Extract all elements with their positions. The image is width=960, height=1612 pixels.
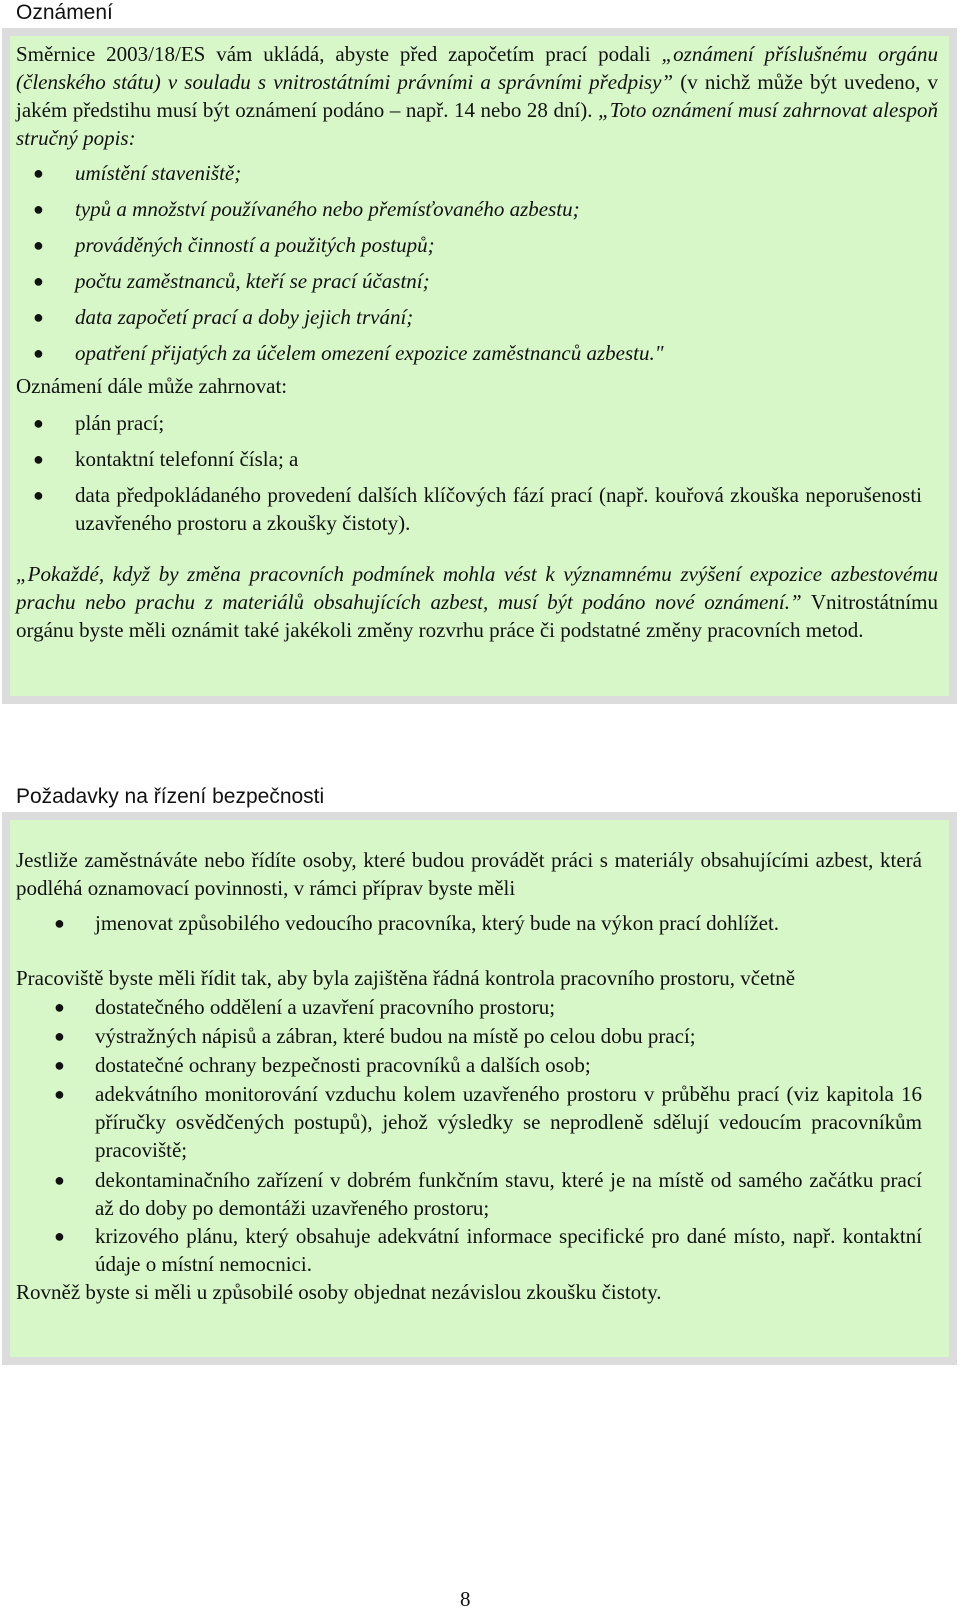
p3-a: „Pokaždé, když by změna pracovních podmínek mohla vést k významnému zvýšení expozice azbestovému prachu nebo prachu z materiálů obsahujících azbest, musí být podáno nové oznámení.” <box>16 562 938 614</box>
bullet-icon: ● <box>33 235 44 255</box>
bullet-icon: ● <box>33 271 44 291</box>
notification-paragraph-1 <box>16 40 938 152</box>
p1-b: „oznámení příslušnému orgánu (členského státu) v souladu s vnitrostátními právními a správními předpisy” <box>16 42 938 94</box>
bullet-icon: ● <box>33 343 44 363</box>
bullet-icon: ● <box>54 913 65 933</box>
bullet-icon: ● <box>33 199 44 219</box>
bullet-icon: ● <box>54 1170 65 1190</box>
list-item: kontaktní telefonní čísla; a <box>75 447 299 471</box>
list-item: typů a množství používaného nebo přemísťovaného azbestu; <box>75 197 580 221</box>
list-item: plán prací; <box>75 411 165 435</box>
list-item: dostatečné ochrany bezpečnosti pracovníků a dalších osob; <box>95 1053 591 1077</box>
list-item: výstražných nápisů a zábran, které budou na místě po celou dobu prací; <box>95 1024 696 1048</box>
bullet-icon: ● <box>33 413 44 433</box>
p1-c: (v nichž může být uvedeno, v jakém předstihu musí být oznámení podáno – např. 14 nebo 28 dní). <box>16 70 938 122</box>
bullet-icon: ● <box>54 997 65 1017</box>
bullet-icon: ● <box>54 1055 65 1075</box>
list-item: dekontaminačního zařízení v dobrém funkčním stavu, které je na místě od samého začátku prací až do doby po demontáži uzavřeného prostoru; <box>95 1168 922 1220</box>
list-item: jmenovat způsobilého vedoucího pracovníka, který bude na výkon prací dohlížet. <box>95 911 780 935</box>
safety-paragraph-3: Rovněž byste si měli u způsobilé osoby objednat nezávislou zkoušku čistoty. <box>16 1280 662 1304</box>
list-item: krizového plánu, který obsahuje adekvátní informace specifické pro dané místo, např. kontaktní údaje o místní nemocnici. <box>95 1224 922 1276</box>
bullet-icon: ● <box>33 163 44 183</box>
bullet-icon: ● <box>54 1084 65 1104</box>
bullet-icon: ● <box>33 485 44 505</box>
list-item: opatření přijatých za účelem omezení expozice zaměstnanců azbestu." <box>75 341 664 365</box>
list-item: umístění staveniště; <box>75 161 242 185</box>
notification-paragraph-2: Oznámení dále může zahrnovat: <box>16 374 288 398</box>
p1-a: Směrnice 2003/18/ES vám ukládá, abyste před započetím prací podali <box>16 42 662 66</box>
list-item: počtu zaměstnanců, kteří se prací účastní; <box>75 269 430 293</box>
notification-heading: Oznámení <box>16 1 113 24</box>
p3-b: Vnitrostátnímu orgánu byste měli oznámit také jakékoli změny rozvrhu práce či podstatné změny pracovních metod. <box>16 590 938 642</box>
page-number: 8 <box>460 1587 471 1611</box>
safety-heading: Požadavky na řízení bezpečnosti <box>16 785 325 808</box>
bullet-icon: ● <box>33 449 44 469</box>
list-item: data předpokládaného provedení dalších klíčových fází prací (např. kouřová zkouška neporušenosti uzavřeného prostoru a zkoušky čistoty). <box>75 483 922 535</box>
list-item: dostatečného oddělení a uzavření pracovního prostoru; <box>95 995 556 1019</box>
safety-paragraph-1: Jestliže zaměstnáváte nebo řídíte osoby, které budou provádět práci s materiály obsahujícími azbest, která podléhá oznamovací povinnosti, v rámci příprav byste měli <box>16 848 922 900</box>
list-item: prováděných činností a použitých postupů; <box>75 233 435 257</box>
bullet-icon: ● <box>54 1226 65 1246</box>
p1-d: „Toto oznámení musí zahrnovat alespoň stručný popis: <box>16 98 938 150</box>
safety-paragraph-2: Pracoviště byste měli řídit tak, aby byla zajištěna řádná kontrola pracovního prostoru, včetně <box>16 966 796 990</box>
bullet-icon: ● <box>54 1026 65 1046</box>
list-item: adekvátního monitorování vzduchu kolem uzavřeného prostoru v průběhu prací (viz kapitola 16 příručky osvědčených postupů), jehož výsledky se neprodleně sdělují vedoucím pracovníkům pracoviště; <box>95 1082 922 1162</box>
notification-paragraph-3 <box>16 560 938 644</box>
bullet-icon: ● <box>33 307 44 327</box>
list-item: data započetí prací a doby jejich trvání; <box>75 305 414 329</box>
